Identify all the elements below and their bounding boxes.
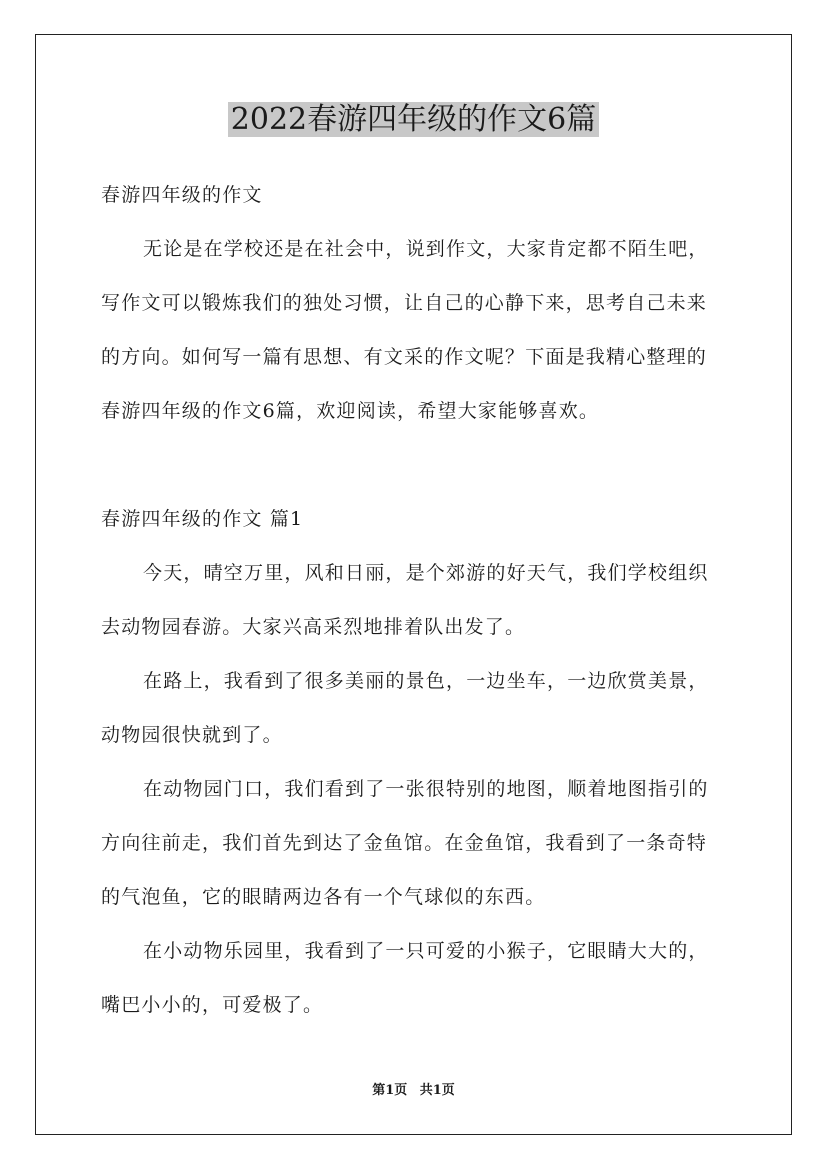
paragraph-line: 方向往前走，我们首先到达了金鱼馆。在金鱼馆，我看到了一条奇特 [101,832,708,854]
intro-paragraph [101,222,729,438]
section-heading: 春游四年级的作文 篇1 [101,508,304,530]
document-title-text: 2022春游四年级的作文6篇 [228,102,599,137]
paragraph-line: 在小动物乐园里，我看到了一只可爱的小猴子，它眼睛大大的， [143,940,709,962]
paragraph-3 [101,762,729,924]
intro-line: 春游四年级的作文6篇，欢迎阅读，希望大家能够喜欢。 [101,400,600,422]
paragraph-line: 在路上，我看到了很多美丽的景色，一边坐车，一边欣赏美景， [143,670,709,692]
paragraph-2 [101,654,729,762]
intro-line: 无论是在学校还是在社会中，说到作文，大家肯定都不陌生吧， [143,238,709,260]
intro-heading: 春游四年级的作文 [101,184,263,206]
page-total: 共1页 [419,1083,455,1098]
paragraph-line: 今天，晴空万里，风和日丽，是个郊游的好天气，我们学校组织 [143,562,709,584]
paragraph-line: 嘴巴小小的，可爱极了。 [101,994,324,1016]
paragraph-line: 动物园很快就到了。 [101,724,283,746]
page-number: 第1页 [372,1083,408,1098]
page-footer [0,1082,827,1100]
intro-line: 写作文可以锻炼我们的独处习惯，让自己的心静下来，思考自己未来 [101,292,708,314]
intro-line: 的方向。如何写一篇有思想、有文采的作文呢？下面是我精心整理的 [101,346,708,368]
paragraph-line: 去动物园春游。大家兴高采烈地排着队出发了。 [101,616,526,638]
paragraph-1 [101,546,729,654]
paragraph-4 [101,924,729,1032]
paragraph-line: 在动物园门口，我们看到了一张很特别的地图，顺着地图指引的 [143,778,709,800]
document-title [0,98,827,142]
paragraph-line: 的气泡鱼，它的眼睛两边各有一个气球似的东西。 [101,886,546,908]
